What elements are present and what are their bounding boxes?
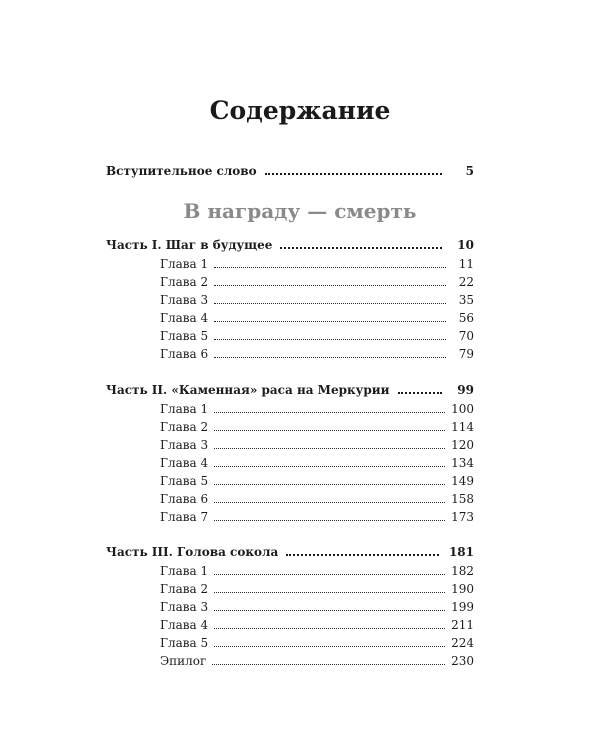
toc-chapter-page: 11 bbox=[458, 257, 474, 271]
dot-leader bbox=[214, 429, 445, 431]
toc-entry-page: 5 bbox=[465, 164, 474, 178]
toc-chapter[interactable] bbox=[160, 327, 474, 345]
toc-part-label: Часть II. «Каменная» раса на Меркурии bbox=[106, 383, 390, 397]
toc-chapter-page: 224 bbox=[451, 636, 474, 650]
dot-leader bbox=[214, 483, 445, 485]
dot-leader bbox=[214, 501, 445, 503]
toc-chapter-page: 173 bbox=[451, 510, 474, 524]
toc-chapter-label: Глава 6 bbox=[160, 347, 209, 361]
dot-leader bbox=[265, 172, 442, 175]
toc-chapter[interactable] bbox=[160, 652, 474, 670]
toc-chapter-label: Глава 5 bbox=[160, 474, 209, 488]
toc-part-label: Часть III. Голова сокола bbox=[106, 545, 279, 559]
toc-part-1[interactable] bbox=[106, 236, 474, 254]
toc-chapter-page: 70 bbox=[458, 329, 474, 343]
toc-chapter-page: 149 bbox=[451, 474, 474, 488]
toc-chapter-label: Глава 4 bbox=[160, 311, 209, 325]
toc-chapter-page: 199 bbox=[451, 600, 474, 614]
toc-chapter[interactable] bbox=[160, 400, 474, 418]
dot-leader bbox=[214, 320, 446, 322]
dot-leader bbox=[214, 356, 446, 358]
dot-leader bbox=[280, 246, 442, 249]
page-title: Содержание bbox=[209, 96, 391, 125]
toc-chapter[interactable] bbox=[160, 490, 474, 508]
toc-chapter-page: 182 bbox=[451, 564, 474, 578]
toc-chapter[interactable] bbox=[160, 309, 474, 327]
toc-chapter[interactable] bbox=[160, 418, 474, 436]
toc-chapter-label: Глава 1 bbox=[160, 402, 209, 416]
toc-chapter-label: Глава 4 bbox=[160, 456, 209, 470]
dot-leader bbox=[214, 627, 445, 629]
dot-leader bbox=[214, 519, 445, 521]
toc-chapter-page: 190 bbox=[451, 582, 474, 596]
toc-chapter-page: 79 bbox=[458, 347, 474, 361]
toc-chapter[interactable] bbox=[160, 562, 474, 580]
toc-chapter-label: Глава 2 bbox=[160, 582, 209, 596]
toc-chapter-page: 211 bbox=[451, 618, 474, 632]
toc-chapter[interactable] bbox=[160, 255, 474, 273]
dot-leader bbox=[214, 609, 445, 611]
toc-chapter[interactable] bbox=[160, 580, 474, 598]
dot-leader bbox=[214, 338, 446, 340]
toc-chapter[interactable] bbox=[160, 472, 474, 490]
toc-chapter-page: 22 bbox=[458, 275, 474, 289]
toc-chapter[interactable] bbox=[160, 634, 474, 652]
toc-chapter-page: 230 bbox=[451, 654, 474, 668]
dot-leader bbox=[212, 663, 445, 665]
toc-chapter[interactable] bbox=[160, 598, 474, 616]
toc-part-label: Часть I. Шаг в будущее bbox=[106, 238, 273, 252]
section-title: В награду — смерть bbox=[183, 199, 417, 223]
toc-part-3[interactable] bbox=[106, 543, 474, 561]
toc-chapter[interactable] bbox=[160, 454, 474, 472]
dot-leader bbox=[398, 391, 442, 394]
toc-chapter-label: Глава 4 bbox=[160, 618, 209, 632]
dot-leader bbox=[286, 553, 439, 556]
toc-chapter-page: 158 bbox=[451, 492, 474, 506]
dot-leader bbox=[214, 284, 446, 286]
toc-chapter[interactable] bbox=[160, 616, 474, 634]
toc-part-page: 181 bbox=[448, 545, 474, 559]
toc-chapter[interactable] bbox=[160, 345, 474, 363]
toc-chapter-page: 56 bbox=[458, 311, 474, 325]
toc-part-2[interactable] bbox=[106, 381, 474, 399]
dot-leader bbox=[214, 645, 445, 647]
dot-leader bbox=[214, 573, 445, 575]
toc-chapter-label: Глава 3 bbox=[160, 600, 209, 614]
toc-chapter-label: Глава 3 bbox=[160, 438, 209, 452]
toc-chapter[interactable] bbox=[160, 273, 474, 291]
toc-entry-label: Вступительное слово bbox=[106, 164, 257, 178]
toc-chapter-page: 35 bbox=[458, 293, 474, 307]
toc-chapter-label: Глава 1 bbox=[160, 564, 209, 578]
toc-chapter-label: Глава 2 bbox=[160, 275, 209, 289]
dot-leader bbox=[214, 411, 445, 413]
toc-chapter[interactable] bbox=[160, 508, 474, 526]
toc-chapter-label: Глава 6 bbox=[160, 492, 209, 506]
dot-leader bbox=[214, 302, 446, 304]
dot-leader bbox=[214, 591, 445, 593]
toc-chapter-label: Глава 5 bbox=[160, 636, 209, 650]
toc-part-page: 10 bbox=[457, 238, 474, 252]
toc-chapter-page: 100 bbox=[451, 402, 474, 416]
toc-chapter-page: 120 bbox=[451, 438, 474, 452]
toc-chapter-label: Глава 7 bbox=[160, 510, 209, 524]
toc-chapter-label: Глава 1 bbox=[160, 257, 209, 271]
toc-chapter[interactable] bbox=[160, 436, 474, 454]
toc-part-page: 99 bbox=[457, 383, 474, 397]
dot-leader bbox=[214, 447, 445, 449]
toc-chapter-label: Эпилог bbox=[160, 654, 207, 668]
toc-chapter-label: Глава 5 bbox=[160, 329, 209, 343]
dot-leader bbox=[214, 465, 445, 467]
toc-chapter-label: Глава 3 bbox=[160, 293, 209, 307]
toc-chapter-label: Глава 2 bbox=[160, 420, 209, 434]
dot-leader bbox=[214, 266, 446, 268]
toc-chapter-page: 114 bbox=[451, 420, 474, 434]
toc-chapter-page: 134 bbox=[451, 456, 474, 470]
toc-entry-intro[interactable] bbox=[106, 162, 474, 180]
toc-chapter[interactable] bbox=[160, 291, 474, 309]
